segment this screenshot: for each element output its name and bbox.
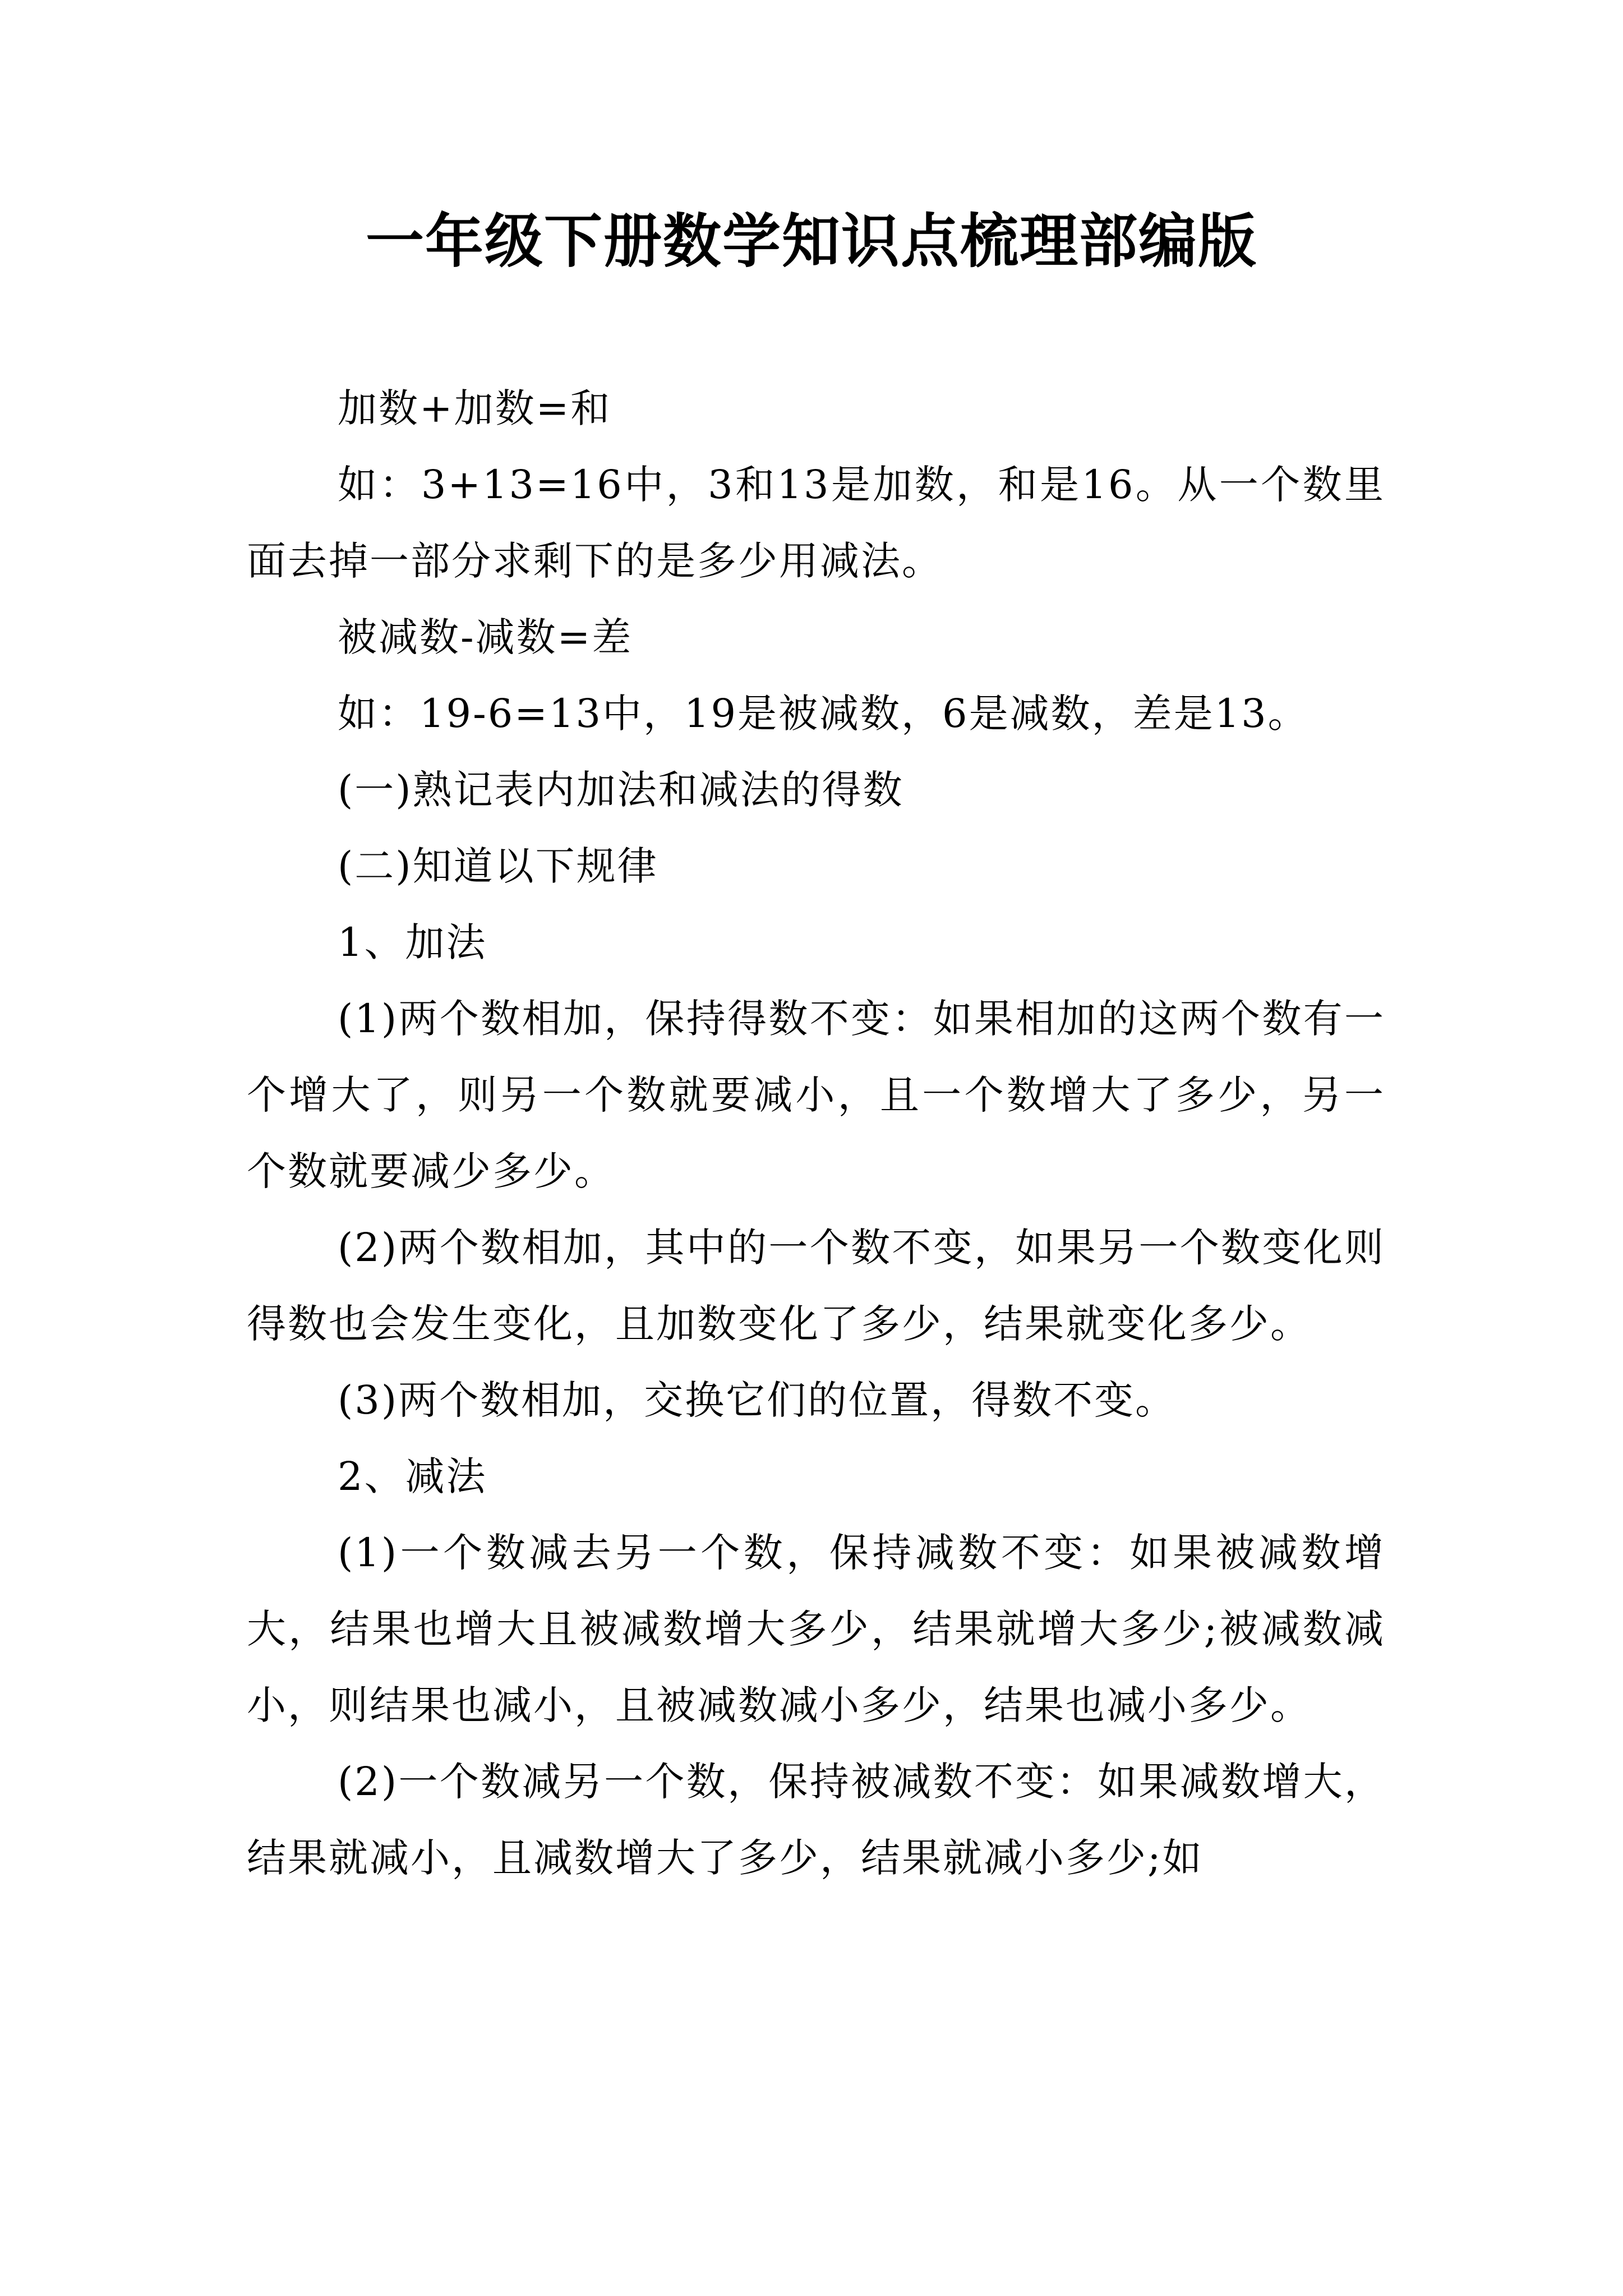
paragraph: 1、加法 <box>338 919 487 965</box>
paragraph: 加数+加数=和 <box>338 385 612 431</box>
paragraph: (二)知道以下规律 <box>338 843 658 889</box>
paragraph: (1)一个数减去另一个数，保持减数不变：如果被减数增大，结果也增大且被减数增大多少，结果就增大多少;被减数减小，则结果也减小，且被减数减小多少，结果也减小多少。 <box>247 1530 1385 1728</box>
paragraph: 被减数-减数=差 <box>338 614 633 660</box>
paragraph: (2)一个数减另一个数，保持被减数不变：如果减数增大，结果就减小，且减数增大了多少，结果就减小多少;如 <box>247 1759 1385 1881</box>
document-body <box>247 370 1385 1896</box>
paragraph: (2)两个数相加，其中的一个数不变，如果另一个数变化则得数也会发生变化，且加数变化了多少，结果就变化多少。 <box>247 1225 1385 1347</box>
paragraph: (一)熟记表内加法和减法的得数 <box>338 767 904 813</box>
paragraph: 如：19-6=13中，19是被减数，6是减数，差是13。 <box>338 691 1309 737</box>
paragraph: (3)两个数相加，交换它们的位置，得数不变。 <box>338 1377 1177 1423</box>
paragraph: 2、减法 <box>338 1453 487 1499</box>
document-title: 一年级下册数学知识点梳理部编版 <box>365 206 1257 275</box>
paragraph: (1)两个数相加，保持得数不变：如果相加的这两个数有一个增大了，则另一个数就要减小，且一个数增大了多少，另一个数就要减少多少。 <box>247 996 1385 1194</box>
paragraph: 如：3+13=16中，3和13是加数，和是16。从一个数里面去掉一部分求剩下的是多少用减法。 <box>247 462 1385 584</box>
